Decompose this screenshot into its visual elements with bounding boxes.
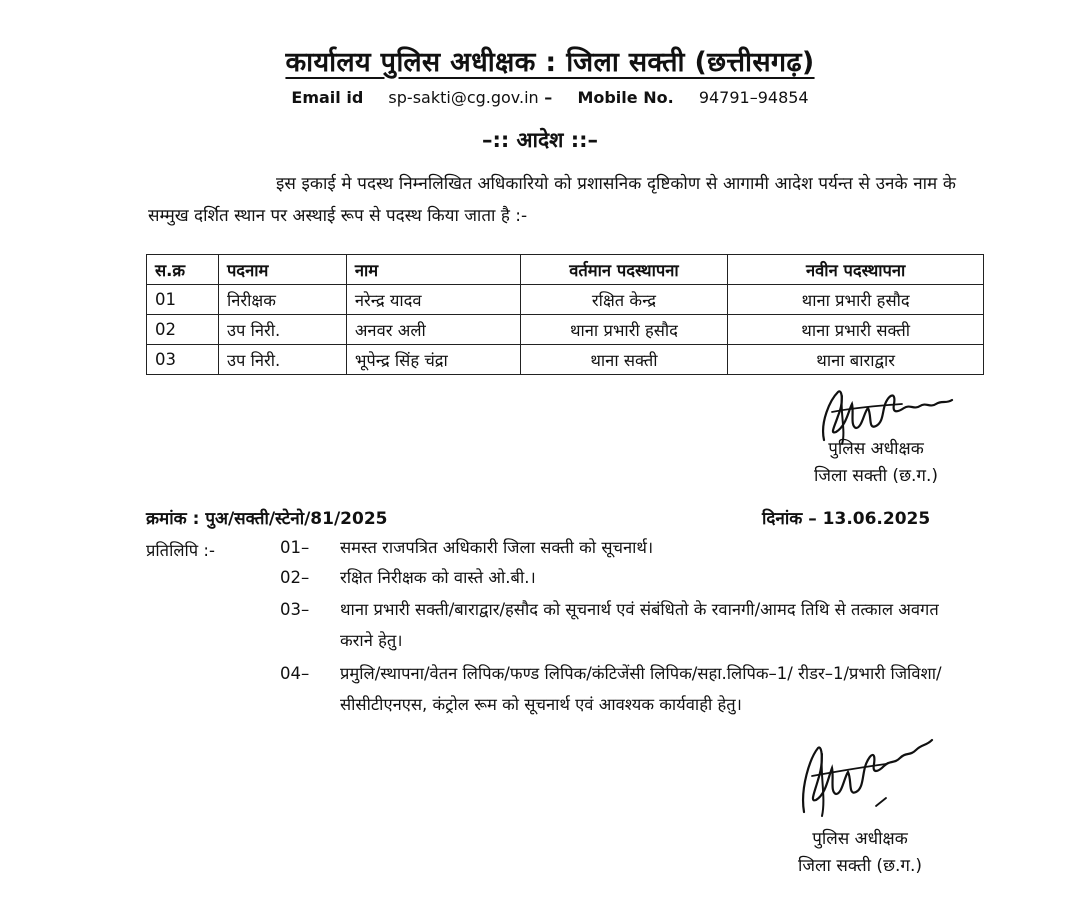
cell-new-posting: थाना प्रभारी सक्ती <box>728 315 984 345</box>
table-header-row <box>147 255 984 285</box>
cell-name: भूपेन्द्र सिंह चंद्रा <box>346 345 520 375</box>
cell-new-posting: थाना बाराद्वार <box>728 345 984 375</box>
cell-serial: 03 <box>147 345 219 375</box>
office-title: कार्यालय पुलिस अधीक्षक : जिला सक्ती (छत्तीसगढ़) <box>285 47 815 78</box>
signatory-block-2 <box>770 826 950 880</box>
col-new-posting: नवीन पदस्थापना <box>728 255 984 285</box>
copy-label: प्रतिलिपि :- <box>146 541 215 560</box>
email-label: Email id <box>291 88 364 107</box>
copy-item-text: रक्षित निरीक्षक को वास्ते ओ.बी.। <box>340 568 536 587</box>
col-name: नाम <box>346 255 520 285</box>
copy-item-number: 04– <box>280 664 310 683</box>
mobile-number: 94791–94854 <box>698 88 809 107</box>
copy-item-number: 01– <box>280 538 310 557</box>
cell-new-posting: थाना प्रभारी हसौद <box>728 285 984 315</box>
col-designation: पदनाम <box>218 255 346 285</box>
intro-text: इस इकाई मे पदस्थ निम्नलिखित अधिकारियो को प्रशासनिक दृष्टिकोण से आगामी आदेश पर्यन्त से उनके नाम के सम्मुख दर्शित स्थान पर अस्थाई रूप से पदस्थ किया जाता है :- <box>148 174 956 226</box>
copy-item-number: 02– <box>280 568 310 587</box>
table-row <box>147 315 984 345</box>
signatory-block <box>786 436 966 490</box>
cell-serial: 01 <box>147 285 219 315</box>
order-date: दिनांक – 13.06.2025 <box>762 509 931 529</box>
cell-current-posting: रक्षित केन्द्र <box>520 285 728 315</box>
copy-item-text: समस्त राजपत्रित अधिकारी जिला सक्ती को सूचनार्थ। <box>340 538 654 557</box>
reference-number: क्रमांक : पुअ/सक्ती/स्टेनो/81/2025 <box>146 509 388 529</box>
cell-name: अनवर अली <box>346 315 520 345</box>
posting-table <box>146 254 984 375</box>
cell-name: नरेन्द्र यादव <box>346 285 520 315</box>
copy-item-text: थाना प्रभारी सक्ती/बाराद्वार/हसौद को सूचनार्थ एवं संबंधितो के रवानगी/आमद तिथि से तत्काल अवगत कराने हेतु। <box>340 600 939 650</box>
signature-image <box>790 728 940 824</box>
col-serial: स.क्र <box>147 255 219 285</box>
cell-designation: उप निरी. <box>218 315 346 345</box>
table-row <box>147 345 984 375</box>
dash-separator: – <box>544 88 553 107</box>
intro-paragraph <box>148 168 956 232</box>
cell-current-posting: थाना सक्ती <box>520 345 728 375</box>
cell-designation: उप निरी. <box>218 345 346 375</box>
signatory-designation: पुलिस अधीक्षक <box>812 829 908 849</box>
signatory-designation: पुलिस अधीक्षक <box>828 439 924 459</box>
table-row <box>147 285 984 315</box>
mobile-label: Mobile No. <box>577 88 674 107</box>
order-heading: –:: आदेश ::– <box>481 128 599 152</box>
email-address[interactable]: sp-sakti@cg.gov.in <box>388 88 539 107</box>
copy-item-text: प्रमुलि/स्थापना/वेतन लिपिक/फण्ड लिपिक/कंटिजेंसी लिपिक/सहा.लिपिक–1/ रीडर–1/प्रभारी जिविशा/सीसीटीएनएस, कंट्रोल रूम को सूचनार्थ एवं आवश्यक कार्यवाही हेतु। <box>340 664 942 714</box>
col-current-posting: वर्तमान पदस्थापना <box>520 255 728 285</box>
cell-current-posting: थाना प्रभारी हसौद <box>520 315 728 345</box>
cell-serial: 02 <box>147 315 219 345</box>
signatory-district: जिला सक्ती (छ.ग.) <box>813 466 938 486</box>
contact-line <box>0 88 1080 107</box>
signatory-district: जिला सक्ती (छ.ग.) <box>797 856 922 876</box>
cell-designation: निरीक्षक <box>218 285 346 315</box>
copy-item-number: 03– <box>280 600 310 619</box>
